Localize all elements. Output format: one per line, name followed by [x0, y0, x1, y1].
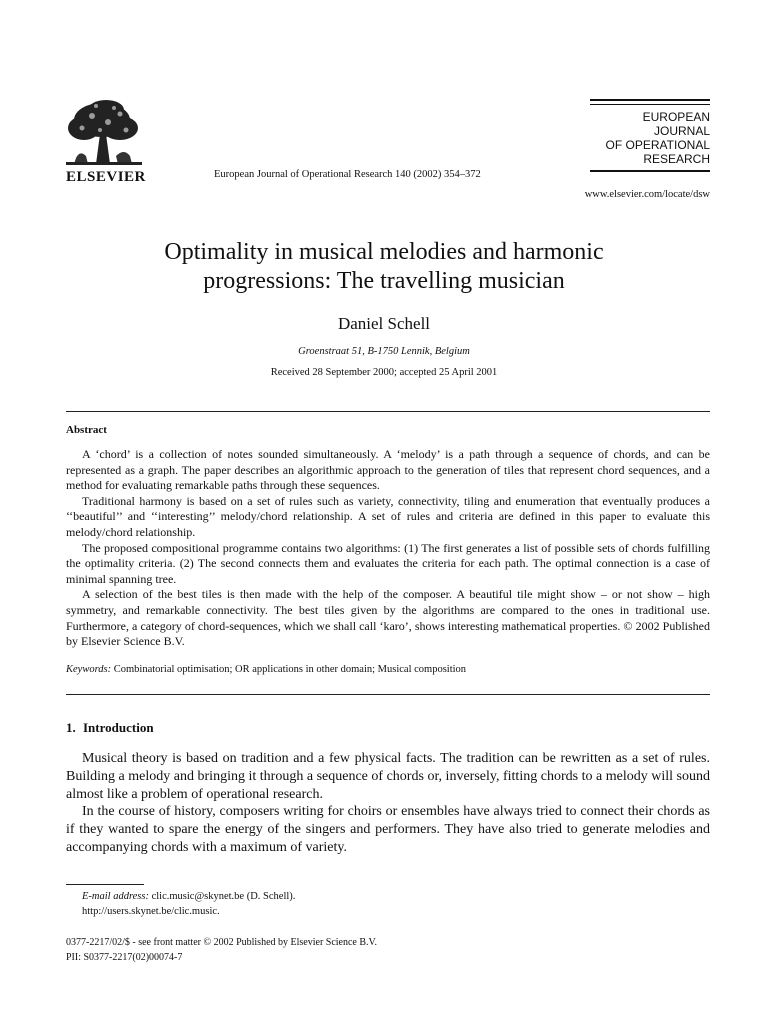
introduction-body — [66, 750, 710, 857]
author-name: Daniel Schell — [337, 314, 431, 333]
abstract-paragraph: The proposed compositional programme contains two algorithms: (1) The first generates a list of possible sets of chords fulfilling the optimality criteria. (2) The second connects them and evaluates the criteria for each path. The optimal connection is a case of minimal spanning tree. — [66, 540, 710, 586]
abstract-paragraph: Traditional harmony is based on a set of rules such as variety, connectivity, tiling and enumeration that eventually produces a ‘‘beautiful’’ and ‘‘interesting’’ melody/chord relationship. A set of rules and criteria are defined in this paper to evaluate this melody/chord relationship. — [66, 493, 710, 539]
journal-masthead — [590, 110, 710, 166]
keywords — [66, 664, 710, 675]
footnote-url[interactable]: http://users.skynet.be/clic.music. — [82, 906, 220, 917]
footnote-email-line — [82, 889, 295, 904]
masthead-line: RESEARCH — [643, 152, 710, 166]
section-number: 1. — [66, 720, 76, 735]
article-dates: Received 28 September 2000; accepted 25 April 2001 — [270, 367, 498, 378]
section-heading-introduction — [66, 720, 154, 736]
masthead-line: EUROPEAN — [642, 110, 710, 124]
section-title: Introduction — [83, 720, 154, 735]
journal-url-link[interactable]: www.elsevier.com/locate/dsw — [584, 189, 710, 200]
journal-citation: European Journal of Operational Research 140 (2002) 354–372 — [214, 169, 481, 180]
article-title — [0, 238, 768, 296]
abstract-paragraph: A selection of the best tiles is then made with the help of the composer. A beautiful tile might show – or not show – high symmetry, and remarkable connectivity. The best tiles given by the algorithms are compared to the ones in traditional use. Furthermore, a category of chord-sequences, which we shall call ‘karo’, shows interesting mathematical properties. © 2002 Published by Elsevier Science B.V. — [66, 587, 710, 649]
title-line: progressions: The travelling musician — [203, 268, 565, 294]
masthead-line: OF OPERATIONAL — [605, 138, 710, 152]
body-paragraph: Musical theory is based on tradition and a few physical facts. The tradition can be rewritten as a set of rules. Building a melody and bringing it through a sequence of chords or, inversely, fitting chords to a melody will sound almost like a problem of operational research. — [66, 751, 710, 802]
masthead-rule-top — [590, 99, 710, 101]
imprint-line: 0377-2217/02/$ - see front matter © 2002 Published by Elsevier Science B.V. — [66, 937, 377, 948]
masthead-line: JOURNAL — [653, 124, 710, 138]
abstract-paragraph: A ‘chord’ is a collection of notes sounded simultaneously. A ‘melody’ is a path through a sequence of chords, and can be represented as a graph. The paper describes an algorithmic approach to the generation of tiles that represent chord sequences, and a method for evaluating remarkable paths through these sequences. — [66, 447, 710, 493]
email-label: E-mail address: — [82, 891, 149, 902]
keywords-text: Combinatorial optimisation; OR applications in other domain; Musical composition — [113, 664, 467, 675]
abstract-top-rule — [66, 411, 710, 412]
abstract-body — [66, 447, 710, 650]
imprint — [66, 935, 377, 965]
title-line: Optimality in musical melodies and harmonic — [164, 239, 604, 265]
abstract-heading: Abstract — [66, 424, 107, 436]
footnote — [82, 889, 295, 919]
abstract-bottom-rule — [66, 694, 710, 695]
keywords-label: Keywords: — [66, 664, 112, 675]
pii-line: PII: S0377-2217(02)00074-7 — [66, 952, 183, 963]
publisher-name: ELSEVIER — [66, 169, 146, 185]
masthead-rule-bottom — [590, 170, 710, 172]
masthead-rule-top-thin — [590, 104, 710, 105]
author-affiliation: Groenstraat 51, B-1750 Lennik, Belgium — [298, 346, 470, 357]
body-paragraph: In the course of history, composers writing for choirs or ensembles have always tried to connect their chords as if they wanted to spare the energy of the singers and performers. They have also tried to generate melodies and accompanying chords with a maximum of variety. — [66, 804, 710, 855]
email-address[interactable]: clic.music@skynet.be (D. Schell). — [151, 891, 296, 902]
footnote-rule — [66, 884, 144, 885]
